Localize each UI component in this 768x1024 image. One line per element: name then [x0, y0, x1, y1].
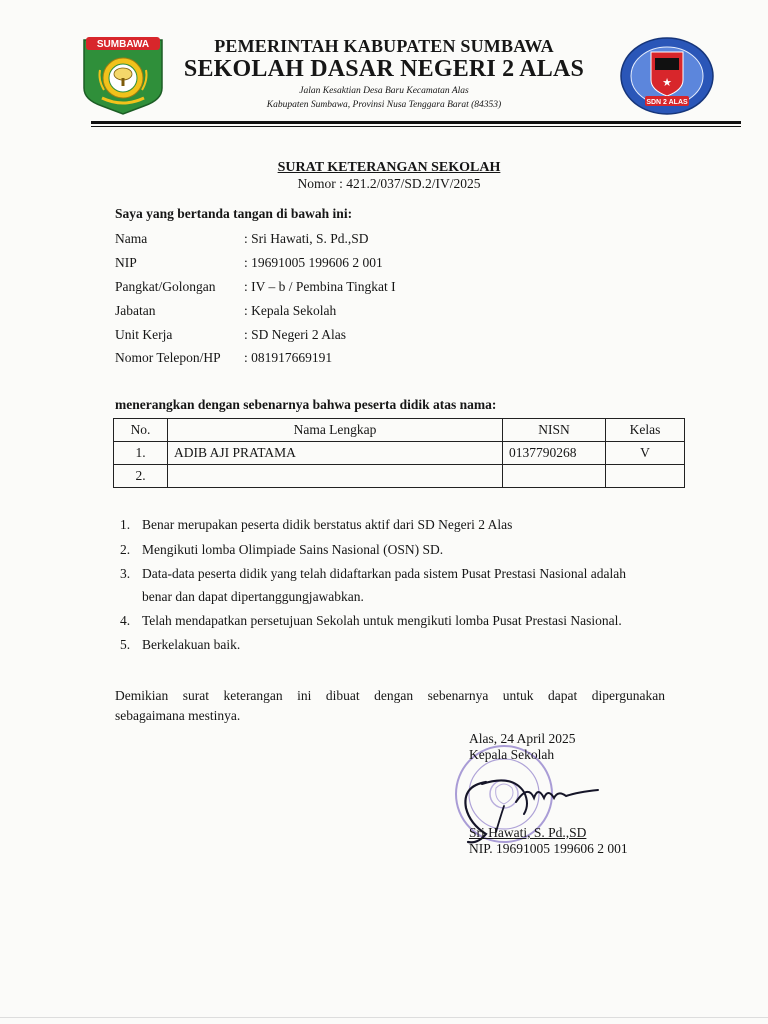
logo-label: SUMBAWA: [96, 39, 150, 50]
table-row: [114, 465, 685, 488]
header-divider-thick: [91, 121, 741, 124]
field-label-jabatan: Jabatan: [115, 303, 156, 318]
point-text-continued: benar dan dapat dipertanggungjawabkan.: [142, 589, 364, 604]
field-label-nip: NIP: [115, 255, 137, 270]
column-header-kelas: Kelas: [606, 419, 685, 442]
point-text: Data-data peserta didik yang telah didaftarkan pada sistem Pusat Prestasi Nasional adalah: [142, 566, 626, 581]
field-value-nip: : 19691005 199606 2 001: [244, 255, 383, 270]
cell-nisn: 0137790268: [503, 442, 606, 465]
signatory-nip: NIP. 19691005 199606 2 001: [469, 841, 628, 856]
field-label-nama: Nama: [115, 231, 148, 246]
intro-statement: Saya yang bertanda tangan di bawah ini:: [115, 206, 353, 221]
point-text: Benar merupakan peserta didik berstatus aktif dari SD Negeri 2 Alas: [142, 517, 513, 532]
cell-no: 1.: [114, 442, 168, 465]
point-number: 3.: [120, 566, 131, 581]
page-bottom-edge: [0, 1017, 768, 1018]
point-text: Berkelakuan baik.: [142, 637, 241, 652]
student-intro-statement: menerangkan dengan sebenarnya bahwa peserta didik atas nama:: [115, 397, 497, 412]
point-number: 5.: [120, 637, 131, 652]
field-value-unit-kerja: : SD Negeri 2 Alas: [244, 327, 346, 342]
header-address-street: Jalan Kesaktian Desa Baru Kecamatan Alas: [299, 86, 469, 96]
point-number: 2.: [120, 542, 131, 557]
student-table: [113, 418, 685, 488]
cell-nama: [168, 465, 503, 488]
cell-nama: ADIB AJI PRATAMA: [168, 442, 503, 465]
point-text: Telah mendapatkan persetujuan Sekolah untuk mengikuti lomba Pusat Prestasi Nasional.: [142, 613, 622, 628]
header-address-region: Kabupaten Sumbawa, Provinsi Nusa Tenggara Barat (84353): [266, 100, 502, 110]
closing-statement-end: sebagaimana mestinya.: [115, 708, 241, 723]
badge-label: SDN 2 ALAS: [646, 99, 688, 106]
signature-place-date: Alas, 24 April 2025: [469, 731, 576, 746]
field-label-unit-kerja: Unit Kerja: [115, 327, 173, 342]
table-header-row: [114, 419, 685, 442]
field-value-jabatan: : Kepala Sekolah: [244, 303, 337, 318]
header-divider-thin: [91, 126, 741, 127]
column-header-nisn: NISN: [503, 419, 606, 442]
header-government-name: PEMERINTAH KABUPATEN SUMBAWA: [214, 36, 554, 56]
table-row: [114, 442, 685, 465]
cell-kelas: V: [606, 442, 685, 465]
point-number: 4.: [120, 613, 131, 628]
field-value-nama: : Sri Hawati, S. Pd.,SD: [244, 231, 369, 246]
field-value-pangkat: : IV – b / Pembina Tingkat I: [244, 279, 396, 294]
point-text: Mengikuti lomba Olimpiade Sains Nasional (OSN) SD.: [142, 542, 444, 557]
field-value-telepon: : 081917669191: [244, 350, 333, 365]
column-header-no: No.: [114, 419, 168, 442]
closing-statement: Demikian surat keterangan ini dibuat dengan sebenarnya untuk dapat dipergunakan: [115, 688, 665, 703]
cell-nisn: [503, 465, 606, 488]
cell-no: 2.: [114, 465, 168, 488]
cell-kelas: [606, 465, 685, 488]
field-label-telepon: Nomor Telepon/HP: [115, 350, 221, 365]
point-number: 1.: [120, 517, 131, 532]
signatory-name: Sri Hawati, S. Pd.,SD: [469, 825, 587, 840]
header-school-name: SEKOLAH DASAR NEGERI 2 ALAS: [183, 56, 585, 82]
signature-position: Kepala Sekolah: [469, 747, 555, 762]
letter-number: Nomor : 421.2/037/SD.2/IV/2025: [297, 176, 481, 191]
letter-title: SURAT KETERANGAN SEKOLAH: [277, 160, 501, 175]
column-header-nama: Nama Lengkap: [168, 419, 503, 442]
field-label-pangkat: Pangkat/Golongan: [115, 279, 216, 294]
svg-text:★: ★: [662, 77, 672, 89]
